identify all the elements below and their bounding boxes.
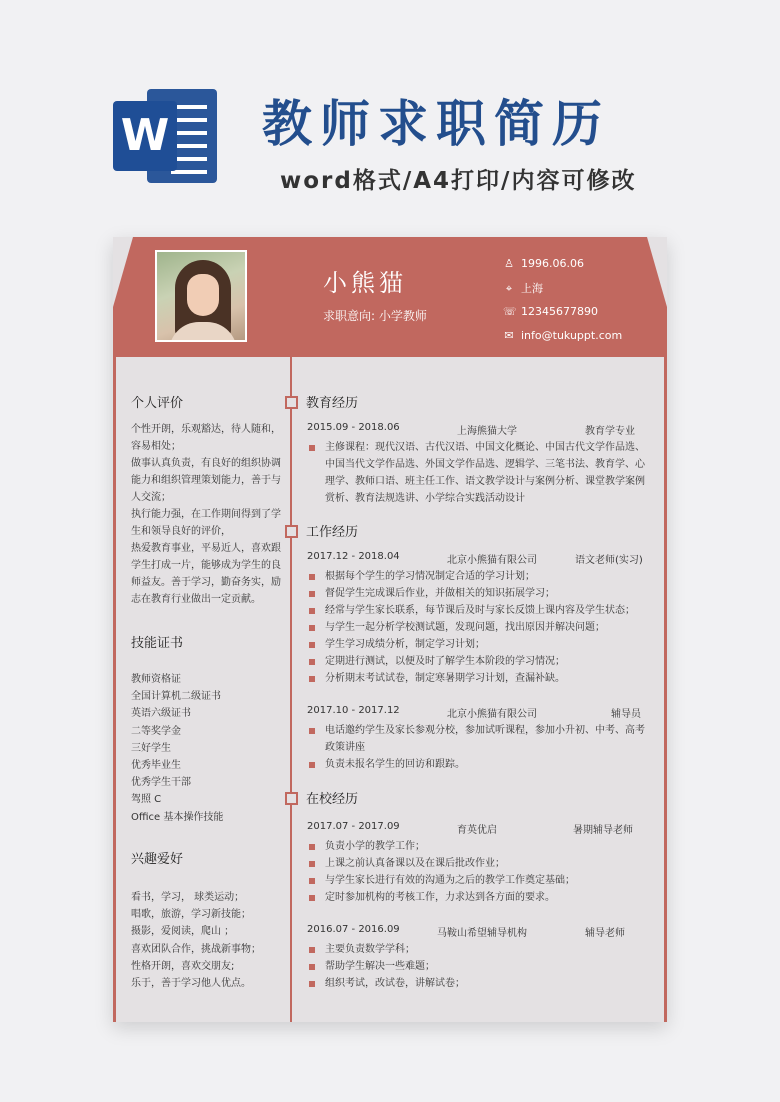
skill-item: 二等奖学金 [131, 725, 181, 737]
job-date: 2017.07 - 2017.09 [307, 821, 400, 832]
list-item: 经常与学生家长联系，每节课后及时与家长反馈上课内容及学生状态； [307, 602, 652, 619]
list-item: 上课之前认真备课以及在课后批改作业； [307, 855, 652, 872]
profile-photo [155, 250, 247, 342]
card-edge-left [113, 357, 116, 1022]
education-school: 上海熊猫大学 [457, 426, 517, 437]
list-item: 与学生一起分析学校测试题，发现问题，找出原因并解决问题； [307, 619, 652, 636]
contact-email [503, 329, 622, 342]
card-edge-right [664, 357, 667, 1022]
word-logo-icon [113, 83, 219, 189]
list-item: 与学生家长进行有效的沟通为之后的教学工作奠定基础； [307, 872, 652, 889]
job-role: 辅导老师 [585, 928, 625, 939]
eval-title: 个人评价 [131, 396, 184, 411]
candidate-name: 小熊猫 [323, 269, 407, 297]
contact-phone [503, 305, 598, 318]
job-intent: 求职意向: 小学教师 [323, 309, 427, 323]
header-fold-right [647, 237, 667, 307]
contact-birthday [503, 257, 584, 270]
job-date: 2017.10 - 2017.12 [307, 705, 400, 716]
location-icon: ⌖ [505, 282, 513, 295]
skill-item: 全国计算机二级证书 [131, 691, 221, 703]
word-letter: W [113, 101, 177, 171]
birthday-text: 1996.06.06 [521, 257, 584, 270]
list-item: 督促学生完成课后作业，并做相关的知识拓展学习； [307, 585, 652, 602]
job-company: 北京小熊猫有限公司 [447, 555, 537, 566]
phone-icon: ☏ [503, 305, 517, 318]
school-bullets [307, 838, 652, 906]
job-company: 马鞍山希望辅导机构 [437, 928, 527, 939]
skill-item: 三好学生 [131, 742, 171, 754]
education-date: 2015.09 - 2018.06 [307, 422, 400, 433]
hobby-text: 看书，学习， 球类运动； 唱歌，旅游，学习新技能； 摄影，爱阅读，爬山 ； 喜欢团队合作，挑战新事物； 性格开朗，喜欢交朋友; 乐于，善于学习他人优点。 [131, 892, 261, 990]
education-section-title: 教育经历 [285, 392, 358, 411]
skill-item: 驾照 C [131, 794, 162, 806]
job-date: 2017.12 - 2018.04 [307, 551, 400, 562]
list-item: 根据每个学生的学习情况制定合适的学习计划； [307, 568, 652, 585]
education-bullets [307, 439, 652, 507]
job-role: 辅导员 [611, 709, 641, 720]
list-item: 负责小学的教学工作； [307, 838, 652, 855]
section-square-icon [285, 396, 298, 409]
skills-list [131, 671, 281, 826]
school-bullets [307, 941, 652, 992]
list-item: 负责未报名学生的回访和跟踪。 [307, 756, 652, 773]
hobby-title: 兴趣爱好 [131, 852, 184, 867]
section-square-icon [285, 525, 298, 538]
list-item: 主要负责数学学科； [307, 941, 652, 958]
column-divider [290, 357, 292, 1022]
mail-icon: ✉ [504, 329, 514, 342]
skill-item: 优秀毕业生 [131, 760, 181, 772]
resume-card [113, 237, 667, 1022]
education-major: 教育学专业 [585, 426, 635, 437]
promo-subtitle: word格式/A4打印/内容可修改 [280, 168, 637, 194]
list-item: 帮助学生解决一些难题； [307, 958, 652, 975]
promo-title: 教师求职简历 [262, 95, 610, 153]
job-role: 暑期辅导老师 [573, 825, 633, 836]
person-icon: ♙ [504, 257, 514, 270]
skill-item: Office 基本操作技能 [131, 811, 224, 823]
section-square-icon [285, 792, 298, 805]
list-item: 定时参加机构的考核工作，力求达到各方面的要求。 [307, 889, 652, 906]
list-item: 主修课程：现代汉语、古代汉语、中国文化概论、中国古代文学作品选、中国当代文学作品选、外国文学作品选、逻辑学、三笔书法、教育学、心理学、教师口语、班主任工作、语文教学设计与案例分析、课堂教学案例赏析、教育法规选讲、小学综合实践活动设计 [307, 439, 652, 507]
list-item: 分析期末考试试卷，制定寒暑期学习计划，查漏补缺。 [307, 670, 652, 687]
contact-location [503, 280, 543, 296]
list-item: 组织考试，改试卷，讲解试卷； [307, 975, 652, 992]
list-item: 定期进行测试，以便及时了解学生本阶段的学习情况； [307, 653, 652, 670]
skill-item: 英语六级证书 [131, 708, 191, 720]
job-date: 2016.07 - 2016.09 [307, 924, 400, 935]
job-company: 育英优启 [457, 825, 497, 836]
skills-title: 技能证书 [131, 636, 184, 651]
work-bullets [307, 568, 652, 687]
location-text: 上海 [521, 282, 543, 295]
skill-item: 优秀学生干部 [131, 777, 191, 789]
job-role: 语文老师(实习) [575, 555, 643, 566]
header-fold-left [113, 237, 133, 307]
eval-text: 个性开朗，乐观豁达，待人随和，容易相处； 做事认真负责，有良好的组织协调能力和组织管理策划能力，善于与人交流； 执行能力强，在工作期间得到了学生和领导良好的评价， 热爱教育事业，平易近人，喜欢跟学生打成一片，能够成为学生的良师益友。善于学习，勤奋务实，励志在教育行业做出一定贡献。 [131, 424, 281, 605]
work-bullets [307, 722, 652, 773]
list-item: 学生学习成绩分析，制定学习计划； [307, 636, 652, 653]
skill-item: 教师资格证 [131, 674, 181, 685]
list-item: 电话邀约学生及家长参观分校，参加试听课程，参加小升初、中考、高考政策讲座 [307, 722, 652, 756]
email-text: info@tukuppt.com [521, 329, 623, 342]
work-section-title: 工作经历 [285, 521, 358, 540]
phone-text: 12345677890 [521, 305, 598, 318]
job-company: 北京小熊猫有限公司 [447, 709, 537, 720]
school-section-title: 在校经历 [285, 788, 358, 807]
